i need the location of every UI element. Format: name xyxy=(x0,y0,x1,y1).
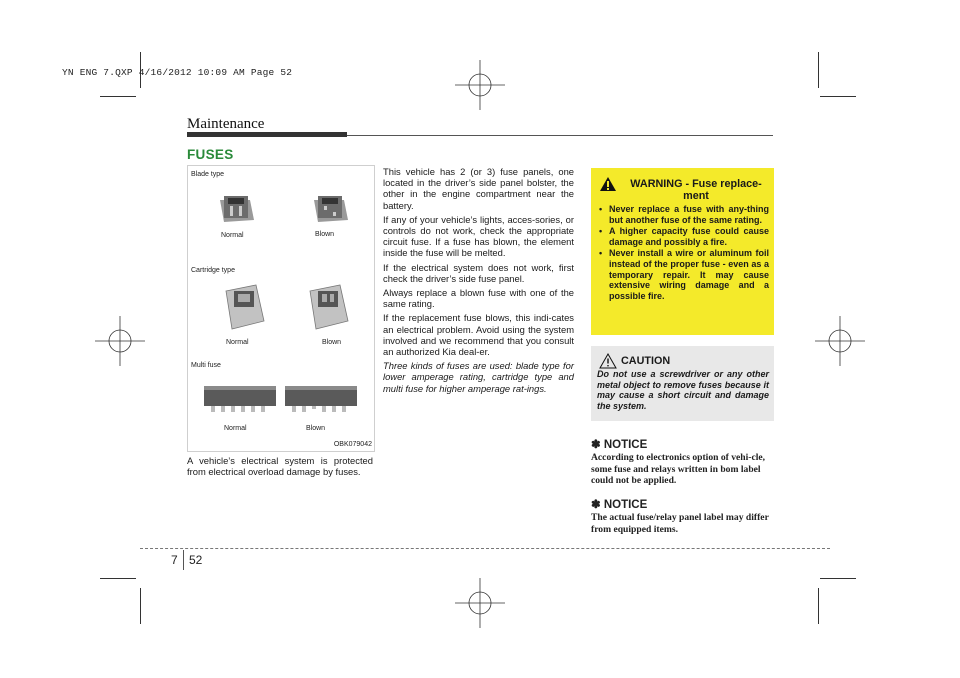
multi-fuse-blown-icon xyxy=(284,384,359,414)
figure-code: OBK079042 xyxy=(333,441,372,448)
page-divider xyxy=(183,550,184,570)
blade-fuse-blown-icon xyxy=(310,192,350,228)
paragraph: Three kinds of fuses are used: blade type for lower amperage rating, cartridge type and multi fuse for higher amperage rat-ings. xyxy=(383,360,574,394)
notice-heading: ✽ NOTICE xyxy=(591,439,648,451)
print-slug: YN ENG 7.QXP 4/16/2012 10:09 AM Page 52 xyxy=(62,67,293,78)
warning-list xyxy=(597,204,769,302)
notice-heading: ✽ NOTICE xyxy=(591,499,648,511)
footer-rule xyxy=(140,548,830,549)
paragraph: If the replacement fuse blows, this indi-cates an electrical problem. Avoid using the system involved and we recommend that you consult an authorized Kia deal-er. xyxy=(383,312,574,358)
cartridge-normal-label: Normal xyxy=(226,339,249,346)
paragraph: If any of your vehicle’s lights, acces-sories, or controls do not work, check the appropriate circuit fuse. If a fuse has blown, the element inside the fuse will be melted. xyxy=(383,213,574,259)
list-item: • Never replace a fuse with any-thing but another fuse of the same rating. xyxy=(597,204,769,225)
blade-normal-label: Normal xyxy=(221,232,244,239)
list-item: • A higher capacity fuse could cause damage and possibly a fire. xyxy=(597,226,769,247)
page-number: 52 xyxy=(189,553,203,567)
list-item: • Never install a wire or aluminum foil instead of the proper fuse - even as a temporary repair. It may cause extensive wiring damage and a possible fire. xyxy=(597,248,769,301)
blade-fuse-normal-icon xyxy=(216,192,256,228)
notice-body: According to electronics option of vehi-cle, some fuse and relays written in bom label could not be applied. xyxy=(591,452,766,486)
chapter-number: 7 xyxy=(171,553,178,567)
registration-target-right xyxy=(815,316,865,366)
registration-target-left xyxy=(95,316,145,366)
registration-target-top xyxy=(455,60,505,110)
header-bar xyxy=(187,132,347,137)
cartridge-blown-label: Blown xyxy=(322,339,342,346)
section-title: Maintenance xyxy=(187,116,265,132)
multi-fuse-label: Multi fuse xyxy=(191,362,221,369)
warning-triangle-icon xyxy=(599,176,617,192)
multi-fuse-normal-icon xyxy=(203,384,278,414)
caution-box xyxy=(591,346,774,421)
multi-blown-label: Blown xyxy=(306,425,326,432)
fuse-types-figure xyxy=(187,165,375,452)
warning-title: WARNING - Fuse replace-ment xyxy=(630,178,762,202)
figure-caption: A vehicle’s electrical system is protected from electrical overload damage by fuses. xyxy=(187,455,373,478)
caution-triangle-icon xyxy=(599,353,617,369)
blade-blown-label: Blown xyxy=(315,231,335,238)
multi-normal-label: Normal xyxy=(224,425,247,432)
paragraph: This vehicle has 2 (or 3) fuse panels, one located in the driver’s side panel bolster, the other in the engine compartment near the battery. xyxy=(383,166,574,211)
blade-type-label: Blade type xyxy=(191,171,225,178)
paragraph: If the electrical system does not work, first check the driver’s side fuse panel. xyxy=(383,261,574,284)
cartridge-fuse-blown-icon xyxy=(304,281,350,331)
fuses-heading: FUSES xyxy=(187,147,234,162)
cartridge-fuse-normal-icon xyxy=(220,281,266,331)
caution-body: Do not use a screwdriver or any other metal object to remove fuses because it may cause a short circuit and damage the system. xyxy=(597,369,769,411)
caution-title: CAUTION xyxy=(621,355,671,367)
paragraph: Always replace a blown fuse with one of the same rating. xyxy=(383,287,574,310)
warning-box xyxy=(591,168,774,335)
body-column xyxy=(383,166,574,397)
registration-target-bottom xyxy=(455,578,505,628)
cartridge-type-label: Cartridge type xyxy=(191,267,235,274)
notice-body: The actual fuse/relay panel label may differ from equipped items. xyxy=(591,512,769,535)
